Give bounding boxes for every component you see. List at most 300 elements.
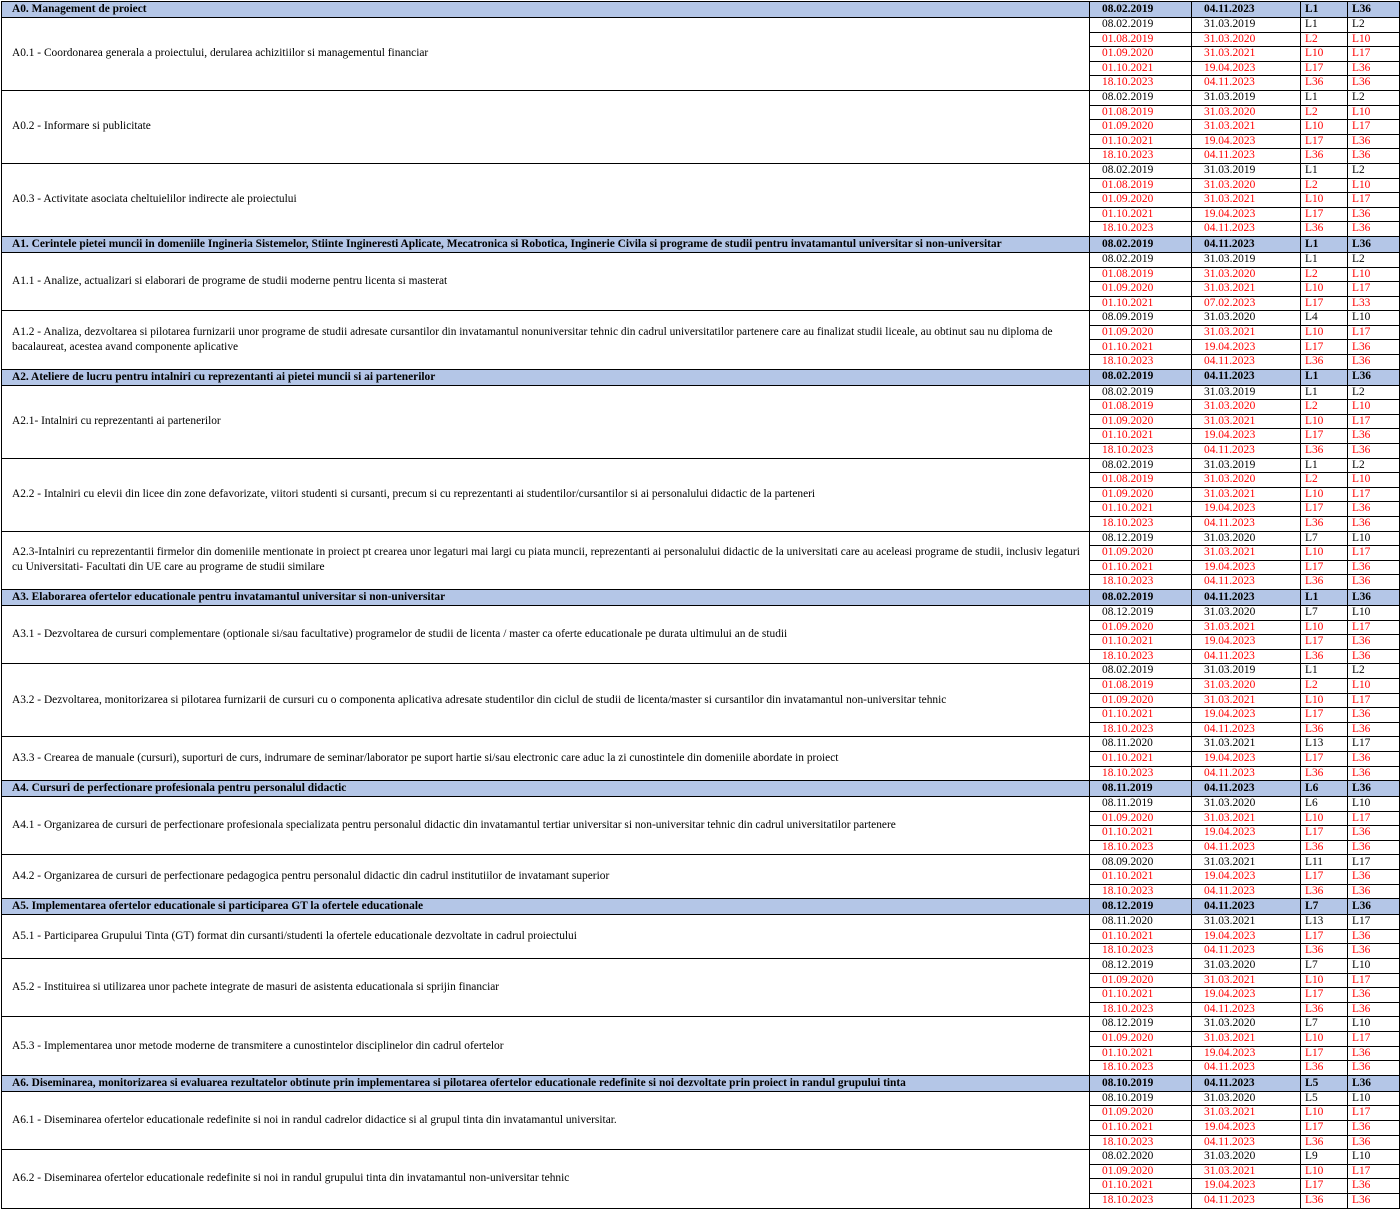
period-end-date: 31.03.2021 xyxy=(1192,120,1301,135)
period-end-date: 04.11.2023 xyxy=(1192,1002,1301,1017)
group-title: A0. Management de proiect xyxy=(2,2,1090,18)
period-end-date: 04.11.2023 xyxy=(1192,355,1301,370)
period-start-month: L36 xyxy=(1301,944,1348,959)
period-end-date: 31.03.2021 xyxy=(1192,973,1301,988)
period-start-month: L17 xyxy=(1301,929,1348,944)
period-start-month: L1 xyxy=(1301,252,1348,267)
period-start-date: 01.08.2019 xyxy=(1090,473,1192,488)
period-start-date: 01.08.2019 xyxy=(1090,178,1192,193)
period-start-date: 01.10.2021 xyxy=(1090,929,1192,944)
period-end-month: L36 xyxy=(1348,134,1400,149)
period-end-month: L17 xyxy=(1348,855,1400,870)
period-start-date: 01.09.2020 xyxy=(1090,47,1192,62)
period-end-month: L36 xyxy=(1348,929,1400,944)
period-start-date: 18.10.2023 xyxy=(1090,222,1192,237)
activity-label: A6.1 - Diseminarea ofertelor educationale redefinite si noi in randul cadrelor didactice si al grupul tinta din invatamantul universitar. xyxy=(2,1091,1090,1149)
period-start-month: L36 xyxy=(1301,1135,1348,1150)
group-end-date: 04.11.2023 xyxy=(1192,781,1301,797)
period-end-month: L10 xyxy=(1348,605,1400,620)
period-start-date: 01.09.2020 xyxy=(1090,487,1192,502)
period-end-month: L2 xyxy=(1348,163,1400,178)
group-start-month: L5 xyxy=(1301,1075,1348,1091)
period-end-month: L2 xyxy=(1348,252,1400,267)
period-end-date: 31.03.2020 xyxy=(1192,473,1301,488)
period-end-date: 31.03.2021 xyxy=(1192,325,1301,340)
period-end-month: L36 xyxy=(1348,340,1400,355)
period-end-month: L17 xyxy=(1348,282,1400,297)
period-end-month: L17 xyxy=(1348,1032,1400,1047)
period-end-date: 31.03.2021 xyxy=(1192,1032,1301,1047)
period-start-date: 01.09.2020 xyxy=(1090,193,1192,208)
activity-label: A0.2 - Informare si publicitate xyxy=(2,90,1090,163)
period-start-month: L2 xyxy=(1301,32,1348,47)
period-end-month: L10 xyxy=(1348,32,1400,47)
period-start-month: L36 xyxy=(1301,76,1348,91)
period-start-month: L17 xyxy=(1301,988,1348,1003)
activity-period-row xyxy=(2,1091,1400,1106)
period-end-date: 19.04.2023 xyxy=(1192,826,1301,841)
period-start-date: 18.10.2023 xyxy=(1090,444,1192,459)
period-end-month: L36 xyxy=(1348,222,1400,237)
period-start-month: L10 xyxy=(1301,282,1348,297)
period-start-month: L36 xyxy=(1301,766,1348,781)
period-start-date: 08.11.2020 xyxy=(1090,737,1192,752)
period-end-month: L36 xyxy=(1348,76,1400,91)
activity-label: A0.3 - Activitate asociata cheltuielilor indirecte ale proiectului xyxy=(2,163,1090,236)
period-start-month: L2 xyxy=(1301,473,1348,488)
period-end-month: L36 xyxy=(1348,708,1400,723)
period-end-date: 31.03.2020 xyxy=(1192,267,1301,282)
period-end-month: L2 xyxy=(1348,90,1400,105)
activity-label: A3.1 - Dezvoltarea de cursuri complementare (optionale si/sau facultative) programelor de studii de licenta / master ca oferte educationale pe durata ultimului an de studii xyxy=(2,605,1090,663)
period-end-date: 19.04.2023 xyxy=(1192,1046,1301,1061)
period-start-month: L10 xyxy=(1301,693,1348,708)
period-end-date: 31.03.2021 xyxy=(1192,193,1301,208)
period-start-date: 08.09.2020 xyxy=(1090,855,1192,870)
period-start-month: L17 xyxy=(1301,708,1348,723)
period-start-date: 08.12.2019 xyxy=(1090,531,1192,546)
period-start-date: 08.09.2019 xyxy=(1090,311,1192,326)
group-title: A3. Elaborarea ofertelor educationale pentru invatamantul universitar si non-universitar xyxy=(2,589,1090,605)
period-end-date: 31.03.2021 xyxy=(1192,915,1301,930)
period-end-date: 19.04.2023 xyxy=(1192,870,1301,885)
period-end-month: L36 xyxy=(1348,826,1400,841)
period-start-date: 18.10.2023 xyxy=(1090,1061,1192,1076)
period-start-month: L2 xyxy=(1301,105,1348,120)
period-end-date: 31.03.2020 xyxy=(1192,605,1301,620)
period-start-month: L17 xyxy=(1301,296,1348,311)
activity-period-row xyxy=(2,605,1400,620)
period-start-month: L10 xyxy=(1301,973,1348,988)
activity-label: A2.3-Intalniri cu reprezentantii firmelor din domeniile mentionate in proiect pt crearea unor legaturi mai largi cu piata muncii, reprezentanti ai personalului didactic de la universitati care au aceleasi programe de studii, inclusiv legaturi cu Universitati- Facultati din UE care au programe de studii similare xyxy=(2,531,1090,589)
period-end-month: L36 xyxy=(1348,1046,1400,1061)
period-end-month: L36 xyxy=(1348,502,1400,517)
period-end-month: L10 xyxy=(1348,311,1400,326)
group-start-month: L7 xyxy=(1301,899,1348,915)
activity-period-row xyxy=(2,1150,1400,1165)
activity-period-row xyxy=(2,458,1400,473)
group-end-month: L36 xyxy=(1348,899,1400,915)
period-end-date: 19.04.2023 xyxy=(1192,1120,1301,1135)
period-start-date: 01.09.2020 xyxy=(1090,1164,1192,1179)
period-start-month: L17 xyxy=(1301,751,1348,766)
period-start-date: 01.09.2020 xyxy=(1090,693,1192,708)
period-start-month: L10 xyxy=(1301,1106,1348,1121)
period-end-month: L36 xyxy=(1348,884,1400,899)
activity-period-row xyxy=(2,737,1400,752)
period-start-date: 18.10.2023 xyxy=(1090,76,1192,91)
group-start-date: 08.02.2019 xyxy=(1090,236,1192,252)
period-end-date: 04.11.2023 xyxy=(1192,1193,1301,1208)
period-end-month: L36 xyxy=(1348,429,1400,444)
group-start-date: 08.02.2019 xyxy=(1090,589,1192,605)
group-end-month: L36 xyxy=(1348,2,1400,18)
activity-period-row xyxy=(2,311,1400,326)
period-start-date: 18.10.2023 xyxy=(1090,517,1192,532)
period-end-date: 31.03.2020 xyxy=(1192,311,1301,326)
activity-label: A1.1 - Analize, actualizari si elaborari de programe de studii moderne pentru licenta si masterat xyxy=(2,252,1090,310)
period-start-month: L10 xyxy=(1301,811,1348,826)
period-start-month: L36 xyxy=(1301,517,1348,532)
group-header-row xyxy=(2,236,1400,252)
group-end-month: L36 xyxy=(1348,781,1400,797)
period-start-month: L36 xyxy=(1301,840,1348,855)
period-end-month: L36 xyxy=(1348,751,1400,766)
period-start-month: L36 xyxy=(1301,884,1348,899)
period-start-date: 08.02.2019 xyxy=(1090,458,1192,473)
period-start-month: L2 xyxy=(1301,678,1348,693)
group-start-date: 08.12.2019 xyxy=(1090,899,1192,915)
period-start-month: L17 xyxy=(1301,502,1348,517)
period-end-date: 31.03.2020 xyxy=(1192,105,1301,120)
period-end-date: 31.03.2019 xyxy=(1192,163,1301,178)
period-start-date: 08.12.2019 xyxy=(1090,1017,1192,1032)
group-title: A6. Diseminarea, monitorizarea si evaluarea rezultatelor obtinute prin implementarea si pilotarea ofertelor educationale redefinite si noi dezvoltate prin proiect in randul grupului tinta xyxy=(2,1075,1090,1091)
period-end-month: L17 xyxy=(1348,47,1400,62)
period-end-month: L36 xyxy=(1348,840,1400,855)
group-header-row xyxy=(2,1075,1400,1091)
activity-label: A5.2 - Instituirea si utilizarea unor pachete integrate de masuri de asistenta educationala si sprijin financiar xyxy=(2,959,1090,1017)
activity-period-row xyxy=(2,90,1400,105)
period-end-date: 31.03.2019 xyxy=(1192,18,1301,33)
activity-label: A3.3 - Crearea de manuale (cursuri), suporturi de curs, indrumare de seminar/laborator pe suport hartie si/sau electronic care aduc la zi cunostintele din domeniile abordate in proiect xyxy=(2,737,1090,781)
period-start-month: L5 xyxy=(1301,1091,1348,1106)
period-end-month: L17 xyxy=(1348,973,1400,988)
period-end-month: L17 xyxy=(1348,120,1400,135)
activity-label: A2.2 - Intalniri cu elevii din licee din zone defavorizate, viitori studenti si cursanti, precum si cu reprezentanti ai studentilor/cursantilor si ai personalului didactic de la parteneri xyxy=(2,458,1090,531)
period-start-date: 08.12.2019 xyxy=(1090,959,1192,974)
period-start-month: L17 xyxy=(1301,560,1348,575)
period-start-date: 01.08.2019 xyxy=(1090,400,1192,415)
period-start-month: L10 xyxy=(1301,546,1348,561)
period-end-date: 31.03.2021 xyxy=(1192,47,1301,62)
group-start-month: L1 xyxy=(1301,2,1348,18)
period-start-month: L17 xyxy=(1301,61,1348,76)
period-start-date: 18.10.2023 xyxy=(1090,355,1192,370)
period-start-date: 01.10.2021 xyxy=(1090,1179,1192,1194)
period-end-date: 19.04.2023 xyxy=(1192,751,1301,766)
period-start-month: L1 xyxy=(1301,163,1348,178)
activity-period-row xyxy=(2,163,1400,178)
period-end-month: L33 xyxy=(1348,296,1400,311)
period-start-month: L17 xyxy=(1301,870,1348,885)
period-end-date: 31.03.2020 xyxy=(1192,531,1301,546)
period-start-month: L10 xyxy=(1301,487,1348,502)
period-start-date: 01.08.2019 xyxy=(1090,678,1192,693)
period-end-month: L36 xyxy=(1348,1002,1400,1017)
activity-label: A4.1 - Organizarea de cursuri de perfectionare profesionala specializata pentru personalul didactic din invatamantul tertiar universitar si non-universitar tehnic din cadrul universitatilor partenere xyxy=(2,797,1090,855)
period-start-date: 18.10.2023 xyxy=(1090,149,1192,164)
period-start-date: 01.10.2021 xyxy=(1090,751,1192,766)
period-end-month: L36 xyxy=(1348,207,1400,222)
period-start-date: 01.08.2019 xyxy=(1090,267,1192,282)
period-start-month: L17 xyxy=(1301,207,1348,222)
period-end-month: L10 xyxy=(1348,1150,1400,1165)
period-end-month: L36 xyxy=(1348,560,1400,575)
period-end-month: L36 xyxy=(1348,517,1400,532)
period-end-month: L17 xyxy=(1348,487,1400,502)
period-end-date: 31.03.2021 xyxy=(1192,414,1301,429)
period-end-date: 19.04.2023 xyxy=(1192,134,1301,149)
group-header-row xyxy=(2,589,1400,605)
period-end-date: 31.03.2019 xyxy=(1192,385,1301,400)
period-end-month: L10 xyxy=(1348,797,1400,812)
period-end-date: 19.04.2023 xyxy=(1192,340,1301,355)
period-start-date: 01.09.2020 xyxy=(1090,811,1192,826)
group-start-date: 08.02.2019 xyxy=(1090,369,1192,385)
period-start-month: L36 xyxy=(1301,355,1348,370)
period-start-month: L2 xyxy=(1301,178,1348,193)
period-start-month: L2 xyxy=(1301,400,1348,415)
period-start-month: L17 xyxy=(1301,1179,1348,1194)
period-start-month: L2 xyxy=(1301,267,1348,282)
period-start-month: L36 xyxy=(1301,722,1348,737)
group-end-date: 04.11.2023 xyxy=(1192,2,1301,18)
group-end-month: L36 xyxy=(1348,236,1400,252)
group-title: A2. Ateliere de lucru pentru intalniri cu reprezentanti ai pietei muncii si ai partenerilor xyxy=(2,369,1090,385)
period-end-date: 31.03.2020 xyxy=(1192,797,1301,812)
activity-period-row xyxy=(2,385,1400,400)
period-end-month: L36 xyxy=(1348,1061,1400,1076)
period-end-date: 31.03.2019 xyxy=(1192,458,1301,473)
period-start-date: 01.09.2020 xyxy=(1090,414,1192,429)
group-title: A5. Implementarea ofertelor educationale si participarea GT la ofertele educationale xyxy=(2,899,1090,915)
period-start-date: 01.10.2021 xyxy=(1090,1120,1192,1135)
period-start-date: 01.10.2021 xyxy=(1090,207,1192,222)
period-end-date: 31.03.2021 xyxy=(1192,1106,1301,1121)
period-end-month: L17 xyxy=(1348,915,1400,930)
period-start-month: L17 xyxy=(1301,826,1348,841)
period-end-month: L36 xyxy=(1348,149,1400,164)
period-end-date: 31.03.2021 xyxy=(1192,487,1301,502)
period-start-month: L4 xyxy=(1301,311,1348,326)
period-start-month: L17 xyxy=(1301,635,1348,650)
period-start-month: L11 xyxy=(1301,855,1348,870)
period-start-month: L1 xyxy=(1301,90,1348,105)
period-end-date: 04.11.2023 xyxy=(1192,575,1301,590)
period-end-month: L2 xyxy=(1348,385,1400,400)
period-end-month: L10 xyxy=(1348,531,1400,546)
activity-period-row xyxy=(2,1017,1400,1032)
period-end-date: 31.03.2021 xyxy=(1192,693,1301,708)
group-end-month: L36 xyxy=(1348,589,1400,605)
period-start-month: L10 xyxy=(1301,1164,1348,1179)
period-end-month: L10 xyxy=(1348,1017,1400,1032)
group-header-row xyxy=(2,781,1400,797)
period-start-date: 01.10.2021 xyxy=(1090,296,1192,311)
period-start-date: 01.09.2020 xyxy=(1090,325,1192,340)
period-end-month: L36 xyxy=(1348,61,1400,76)
period-start-date: 01.09.2020 xyxy=(1090,1032,1192,1047)
period-start-date: 08.02.2019 xyxy=(1090,252,1192,267)
group-start-month: L1 xyxy=(1301,236,1348,252)
activity-period-row xyxy=(2,915,1400,930)
period-end-date: 04.11.2023 xyxy=(1192,517,1301,532)
period-end-month: L2 xyxy=(1348,458,1400,473)
period-end-date: 19.04.2023 xyxy=(1192,988,1301,1003)
period-start-date: 08.10.2019 xyxy=(1090,1091,1192,1106)
period-start-date: 01.09.2020 xyxy=(1090,973,1192,988)
period-start-month: L7 xyxy=(1301,1017,1348,1032)
period-start-month: L36 xyxy=(1301,1061,1348,1076)
activity-period-row xyxy=(2,531,1400,546)
period-start-date: 01.09.2020 xyxy=(1090,1106,1192,1121)
period-start-date: 01.09.2020 xyxy=(1090,620,1192,635)
period-end-month: L17 xyxy=(1348,737,1400,752)
schedule-body xyxy=(2,2,1400,1209)
period-end-month: L36 xyxy=(1348,1120,1400,1135)
period-end-date: 04.11.2023 xyxy=(1192,649,1301,664)
period-start-date: 18.10.2023 xyxy=(1090,649,1192,664)
period-end-date: 31.03.2019 xyxy=(1192,252,1301,267)
period-end-date: 04.11.2023 xyxy=(1192,944,1301,959)
period-end-date: 04.11.2023 xyxy=(1192,222,1301,237)
activity-label: A5.3 - Implementarea unor metode moderne de transmitere a cunostintelor disciplinelor din cadrul ofertelor xyxy=(2,1017,1090,1075)
period-start-date: 01.10.2021 xyxy=(1090,988,1192,1003)
period-start-month: L10 xyxy=(1301,47,1348,62)
period-start-date: 01.10.2021 xyxy=(1090,340,1192,355)
period-end-month: L10 xyxy=(1348,1091,1400,1106)
period-start-date: 08.02.2020 xyxy=(1090,1150,1192,1165)
activity-period-row xyxy=(2,959,1400,974)
period-start-date: 01.09.2020 xyxy=(1090,546,1192,561)
period-start-month: L36 xyxy=(1301,575,1348,590)
period-end-date: 04.11.2023 xyxy=(1192,76,1301,91)
period-end-date: 31.03.2020 xyxy=(1192,1150,1301,1165)
period-end-date: 31.03.2020 xyxy=(1192,959,1301,974)
period-end-date: 19.04.2023 xyxy=(1192,429,1301,444)
period-end-date: 31.03.2021 xyxy=(1192,282,1301,297)
period-end-date: 04.11.2023 xyxy=(1192,1061,1301,1076)
period-start-date: 18.10.2023 xyxy=(1090,575,1192,590)
period-end-month: L17 xyxy=(1348,546,1400,561)
period-start-month: L7 xyxy=(1301,959,1348,974)
activity-period-row xyxy=(2,797,1400,812)
period-end-date: 31.03.2021 xyxy=(1192,737,1301,752)
period-end-month: L17 xyxy=(1348,693,1400,708)
period-end-date: 31.03.2020 xyxy=(1192,1017,1301,1032)
activity-period-row xyxy=(2,855,1400,870)
period-end-month: L36 xyxy=(1348,1179,1400,1194)
period-end-month: L36 xyxy=(1348,355,1400,370)
period-start-month: L36 xyxy=(1301,1002,1348,1017)
period-end-date: 31.03.2020 xyxy=(1192,1091,1301,1106)
period-end-date: 19.04.2023 xyxy=(1192,61,1301,76)
period-end-date: 07.02.2023 xyxy=(1192,296,1301,311)
group-start-month: L1 xyxy=(1301,369,1348,385)
group-start-date: 08.02.2019 xyxy=(1090,2,1192,18)
period-start-date: 01.10.2021 xyxy=(1090,61,1192,76)
group-header-row xyxy=(2,899,1400,915)
period-end-month: L17 xyxy=(1348,811,1400,826)
period-start-month: L17 xyxy=(1301,1046,1348,1061)
period-start-month: L9 xyxy=(1301,1150,1348,1165)
period-start-date: 01.10.2021 xyxy=(1090,560,1192,575)
period-end-date: 19.04.2023 xyxy=(1192,1179,1301,1194)
period-end-date: 04.11.2023 xyxy=(1192,884,1301,899)
period-start-date: 18.10.2023 xyxy=(1090,1135,1192,1150)
period-end-month: L10 xyxy=(1348,105,1400,120)
period-end-date: 31.03.2021 xyxy=(1192,1164,1301,1179)
period-start-month: L36 xyxy=(1301,444,1348,459)
period-end-date: 04.11.2023 xyxy=(1192,1135,1301,1150)
period-start-date: 08.11.2020 xyxy=(1090,915,1192,930)
period-start-month: L10 xyxy=(1301,193,1348,208)
activity-label: A5.1 - Participarea Grupului Tinta (GT) format din cursanti/studenti la ofertele educationale dezvoltate in cadrul proiectului xyxy=(2,915,1090,959)
group-end-month: L36 xyxy=(1348,369,1400,385)
period-start-date: 18.10.2023 xyxy=(1090,884,1192,899)
period-start-date: 01.10.2021 xyxy=(1090,635,1192,650)
period-end-month: L17 xyxy=(1348,414,1400,429)
period-end-date: 31.03.2020 xyxy=(1192,178,1301,193)
period-start-date: 01.10.2021 xyxy=(1090,708,1192,723)
period-start-date: 01.10.2021 xyxy=(1090,870,1192,885)
group-end-date: 04.11.2023 xyxy=(1192,236,1301,252)
period-start-date: 01.10.2021 xyxy=(1090,429,1192,444)
period-end-date: 31.03.2021 xyxy=(1192,811,1301,826)
period-end-month: L36 xyxy=(1348,722,1400,737)
period-start-date: 01.10.2021 xyxy=(1090,826,1192,841)
period-end-month: L17 xyxy=(1348,325,1400,340)
group-title: A1. Cerintele pietei muncii in domeniile Ingineria Sistemelor, Stiinte Ingineresti Aplicate, Mecatronica si Robotica, Inginerie Civila si programe de studii pentru invatamantul universitar si non-universitar xyxy=(2,236,1090,252)
period-start-date: 01.09.2020 xyxy=(1090,120,1192,135)
period-start-date: 08.02.2019 xyxy=(1090,90,1192,105)
activity-schedule-table xyxy=(1,1,1400,1209)
period-start-date: 01.08.2019 xyxy=(1090,32,1192,47)
period-end-month: L17 xyxy=(1348,620,1400,635)
period-end-date: 31.03.2021 xyxy=(1192,855,1301,870)
period-start-month: L13 xyxy=(1301,737,1348,752)
period-end-month: L36 xyxy=(1348,1193,1400,1208)
group-start-date: 08.11.2019 xyxy=(1090,781,1192,797)
period-start-date: 08.02.2019 xyxy=(1090,385,1192,400)
period-end-date: 31.03.2019 xyxy=(1192,664,1301,679)
period-start-month: L1 xyxy=(1301,18,1348,33)
group-end-date: 04.11.2023 xyxy=(1192,1075,1301,1091)
period-end-month: L2 xyxy=(1348,664,1400,679)
period-start-month: L1 xyxy=(1301,385,1348,400)
period-end-month: L17 xyxy=(1348,193,1400,208)
activity-label: A1.2 - Analiza, dezvoltarea si pilotarea furnizarii unor programe de studii adresate cursantilor din invatamantul nonuniversitar tehnic din cadrul universitatilor partenere care au finalizat studii liceale, au obtinut sau nu diploma de bacalaureat, acestea avand componente aplicative xyxy=(2,311,1090,369)
period-start-date: 18.10.2023 xyxy=(1090,1002,1192,1017)
period-start-month: L36 xyxy=(1301,649,1348,664)
period-end-month: L10 xyxy=(1348,178,1400,193)
period-end-date: 19.04.2023 xyxy=(1192,708,1301,723)
activity-label: A0.1 - Coordonarea generala a proiectului, derularea achizitiilor si managementul financiar xyxy=(2,18,1090,91)
period-start-date: 08.11.2019 xyxy=(1090,797,1192,812)
group-end-date: 04.11.2023 xyxy=(1192,589,1301,605)
period-start-date: 08.12.2019 xyxy=(1090,605,1192,620)
